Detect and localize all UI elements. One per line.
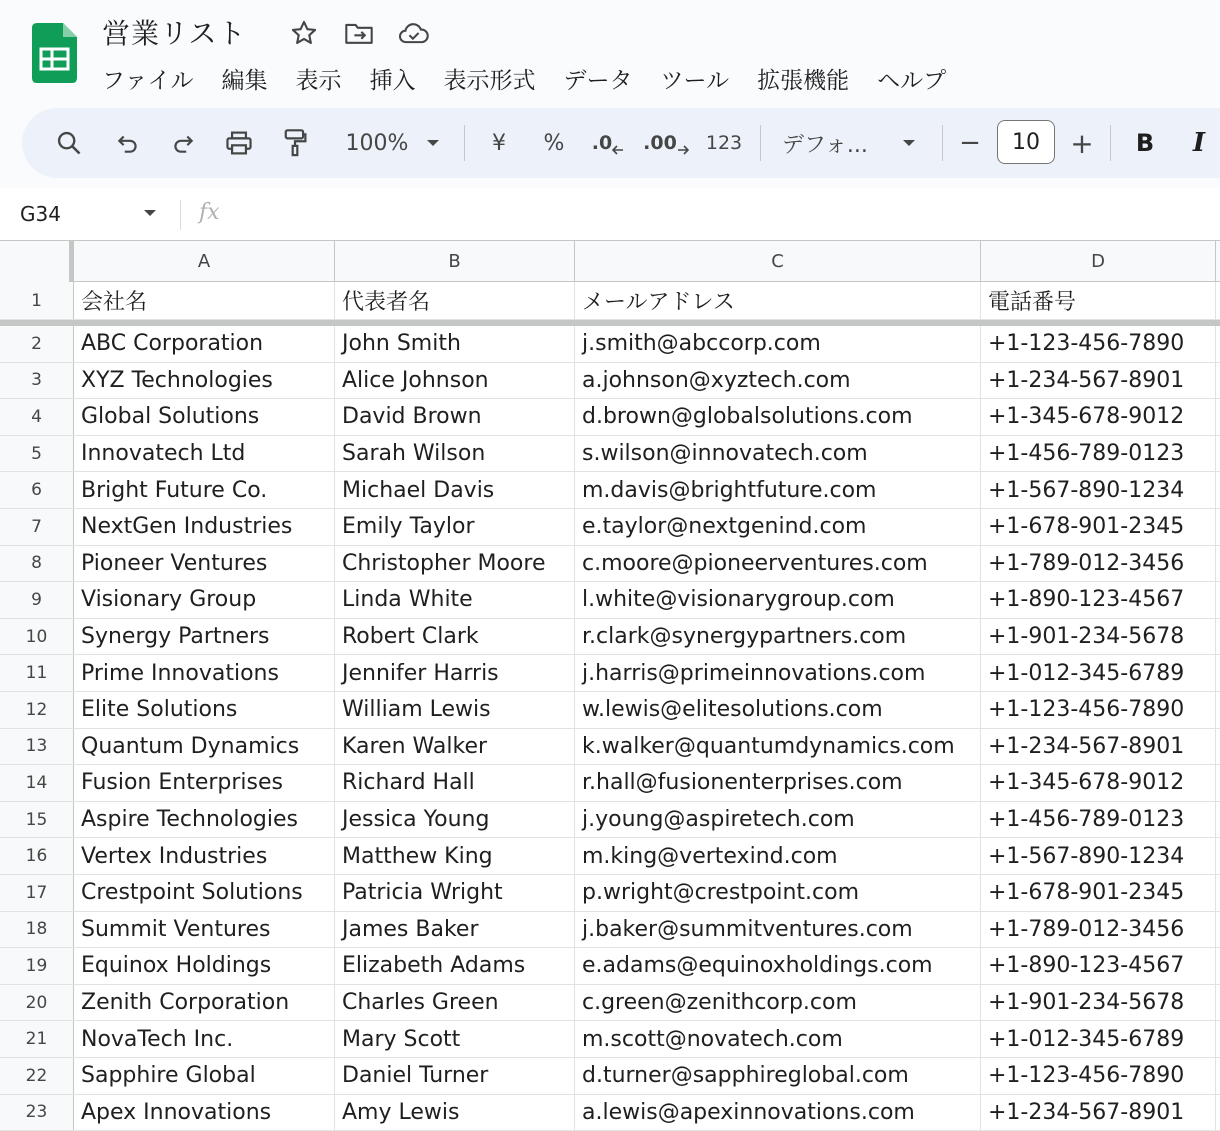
column-header-row: [0, 240, 1220, 282]
decrease-decimal-button[interactable]: .0: [588, 108, 628, 178]
cell-c16[interactable]: m.king@vertexind.com: [575, 838, 981, 874]
cell-b7[interactable]: Emily Taylor: [335, 509, 575, 545]
document-title[interactable]: 営業リスト: [102, 17, 247, 50]
cell-a6[interactable]: Bright Future Co.: [74, 472, 335, 508]
cell-b12[interactable]: William Lewis: [335, 692, 575, 728]
table-row: [0, 472, 1220, 509]
row-header[interactable]: 13: [0, 729, 74, 765]
cell-c7[interactable]: e.taylor@nextgenind.com: [575, 509, 981, 545]
table-row: [0, 582, 1220, 619]
zoom-value: 100%: [345, 130, 409, 156]
menu-extensions[interactable]: 拡張機能: [757, 68, 850, 94]
fx-icon: fx: [199, 200, 220, 225]
cell-b11[interactable]: Jennifer Harris: [335, 655, 575, 691]
row-header[interactable]: 11: [0, 655, 74, 691]
redo-icon[interactable]: [166, 108, 200, 178]
font-size-input[interactable]: 10: [997, 120, 1055, 164]
cell-c13[interactable]: k.walker@quantumdynamics.com: [575, 729, 981, 765]
cell-d10[interactable]: +1-901-234-5678: [981, 619, 1216, 655]
cell-c5[interactable]: s.wilson@innovatech.com: [575, 436, 981, 472]
row-header[interactable]: 16: [0, 838, 74, 874]
row-header[interactable]: 14: [0, 765, 74, 801]
cell-d4[interactable]: +1-345-678-9012: [981, 399, 1216, 435]
toolbar: [22, 108, 1220, 178]
table-row: [0, 363, 1220, 400]
arrow-right-icon: [677, 143, 689, 157]
menu-file[interactable]: ファイル: [102, 68, 194, 94]
cell-b19[interactable]: Elizabeth Adams: [335, 948, 575, 984]
cell-c21[interactable]: m.scott@novatech.com: [575, 1021, 981, 1057]
toolbar-divider: [942, 125, 943, 161]
cell-d21[interactable]: +1-012-345-6789: [981, 1021, 1216, 1057]
column-header-a[interactable]: A: [74, 241, 335, 282]
table-row: [0, 802, 1220, 839]
cell-c14[interactable]: r.hall@fusionenterprises.com: [575, 765, 981, 801]
menu-insert[interactable]: 挿入: [369, 68, 416, 94]
table-row: [0, 1095, 1220, 1131]
select-all-corner[interactable]: [0, 241, 74, 282]
table-row: [0, 436, 1220, 473]
cell-b6[interactable]: Michael Davis: [335, 472, 575, 508]
menu-format[interactable]: 表示形式: [443, 68, 536, 94]
row-header[interactable]: 15: [0, 802, 74, 838]
cell-d15[interactable]: +1-456-789-0123: [981, 802, 1216, 838]
chevron-down-icon[interactable]: [422, 108, 444, 178]
cell-c11[interactable]: j.harris@primeinnovations.com: [575, 655, 981, 691]
table-row: [0, 765, 1220, 802]
cell-c1[interactable]: メールアドレス: [575, 282, 981, 319]
cell-c3[interactable]: a.johnson@xyztech.com: [575, 363, 981, 399]
column-header-b[interactable]: B: [335, 241, 575, 282]
column-header-c[interactable]: C: [575, 241, 981, 282]
cell-a21[interactable]: NovaTech Inc.: [74, 1021, 335, 1057]
cell-a17[interactable]: Crestpoint Solutions: [74, 875, 335, 911]
cell-b23[interactable]: Amy Lewis: [335, 1095, 575, 1131]
cell-d2[interactable]: +1-123-456-7890: [981, 326, 1216, 362]
cell-d7[interactable]: +1-678-901-2345: [981, 509, 1216, 545]
cell-b2[interactable]: John Smith: [335, 326, 575, 362]
currency-format-button[interactable]: ¥: [492, 130, 506, 156]
row-header[interactable]: 21: [0, 1021, 74, 1057]
cell-a16[interactable]: Vertex Industries: [74, 838, 335, 874]
cell-c19[interactable]: e.adams@equinoxholdings.com: [575, 948, 981, 984]
menu-data[interactable]: データ: [563, 68, 633, 94]
decrease-font-size-button[interactable]: −: [959, 128, 981, 158]
arrow-left-icon: [612, 143, 624, 157]
cell-d13[interactable]: +1-234-567-8901: [981, 729, 1216, 765]
row-header[interactable]: 9: [0, 582, 74, 618]
cell-b10[interactable]: Robert Clark: [335, 619, 575, 655]
cell-b3[interactable]: Alice Johnson: [335, 363, 575, 399]
cell-d19[interactable]: +1-890-123-4567: [981, 948, 1216, 984]
cell-c6[interactable]: m.davis@brightfuture.com: [575, 472, 981, 508]
column-header-d[interactable]: D: [981, 241, 1216, 282]
cell-b1[interactable]: 代表者名: [335, 282, 575, 319]
table-row: [0, 655, 1220, 692]
cell-a9[interactable]: Visionary Group: [74, 582, 335, 618]
star-icon[interactable]: [288, 17, 320, 49]
cell-d12[interactable]: +1-123-456-7890: [981, 692, 1216, 728]
cell-c8[interactable]: c.moore@pioneerventures.com: [575, 546, 981, 582]
cell-d14[interactable]: +1-345-678-9012: [981, 765, 1216, 801]
app-header: [0, 0, 1220, 188]
cell-a12[interactable]: Elite Solutions: [74, 692, 335, 728]
table-row: [0, 546, 1220, 583]
cell-d18[interactable]: +1-789-012-3456: [981, 912, 1216, 948]
cell-a14[interactable]: Fusion Enterprises: [74, 765, 335, 801]
row-header[interactable]: 4: [0, 399, 74, 435]
table-header-row: [0, 282, 1220, 320]
increase-font-size-button[interactable]: +: [1070, 126, 1094, 160]
cell-a23[interactable]: Apex Innovations: [74, 1095, 335, 1131]
cell-d22[interactable]: +1-123-456-7890: [981, 1058, 1216, 1094]
row-header[interactable]: 2: [0, 326, 74, 362]
chevron-down-icon[interactable]: [143, 208, 157, 218]
cell-a22[interactable]: Sapphire Global: [74, 1058, 335, 1094]
row-header[interactable]: 3: [0, 363, 74, 399]
table-row: [0, 1058, 1220, 1095]
cell-b8[interactable]: Christopher Moore: [335, 546, 575, 582]
cell-d8[interactable]: +1-789-012-3456: [981, 546, 1216, 582]
toolbar-divider: [464, 125, 465, 161]
table-row: [0, 985, 1220, 1022]
zoom-select[interactable]: [332, 108, 422, 178]
cell-d17[interactable]: +1-678-901-2345: [981, 875, 1216, 911]
table-row: [0, 509, 1220, 546]
table-row: [0, 948, 1220, 985]
row-header[interactable]: 18: [0, 912, 74, 948]
menu-view[interactable]: 表示: [295, 68, 342, 94]
row-header[interactable]: 20: [0, 985, 74, 1021]
row-header[interactable]: 12: [0, 692, 74, 728]
menu-bar: [88, 58, 960, 98]
cell-b5[interactable]: Sarah Wilson: [335, 436, 575, 472]
table-row: [0, 692, 1220, 729]
cell-a1[interactable]: 会社名: [74, 282, 335, 319]
sheets-logo-icon[interactable]: [32, 23, 77, 83]
cell-b16[interactable]: Matthew King: [335, 838, 575, 874]
cell-d23[interactable]: +1-234-567-8901: [981, 1095, 1216, 1131]
cell-a15[interactable]: Aspire Technologies: [74, 802, 335, 838]
row-header[interactable]: 19: [0, 948, 74, 984]
menu-help[interactable]: ヘルプ: [877, 68, 947, 94]
cell-c4[interactable]: d.brown@globalsolutions.com: [575, 399, 981, 435]
cell-a19[interactable]: Equinox Holdings: [74, 948, 335, 984]
cell-c20[interactable]: c.green@zenithcorp.com: [575, 985, 981, 1021]
cell-a5[interactable]: Innovatech Ltd: [74, 436, 335, 472]
cell-b15[interactable]: Jessica Young: [335, 802, 575, 838]
undo-icon[interactable]: [111, 108, 145, 178]
table-row: [0, 399, 1220, 436]
formula-bar: [0, 188, 1220, 240]
number-format-button[interactable]: 123: [705, 132, 743, 154]
cell-d6[interactable]: +1-567-890-1234: [981, 472, 1216, 508]
cell-d1[interactable]: 電話番号: [981, 282, 1216, 319]
percent-format-button[interactable]: %: [543, 130, 565, 156]
cell-b22[interactable]: Daniel Turner: [335, 1058, 575, 1094]
name-box[interactable]: G34: [20, 202, 61, 226]
cell-c18[interactable]: j.baker@summitventures.com: [575, 912, 981, 948]
cell-b20[interactable]: Charles Green: [335, 985, 575, 1021]
chevron-down-icon[interactable]: [898, 108, 920, 178]
table-row: [0, 1021, 1220, 1058]
cell-d11[interactable]: +1-012-345-6789: [981, 655, 1216, 691]
row-header[interactable]: 17: [0, 875, 74, 911]
toolbar-divider: [1110, 125, 1111, 161]
cell-b14[interactable]: Richard Hall: [335, 765, 575, 801]
table-row: [0, 912, 1220, 949]
menu-tools[interactable]: ツール: [660, 68, 730, 94]
cell-d16[interactable]: +1-567-890-1234: [981, 838, 1216, 874]
row-header[interactable]: 8: [0, 546, 74, 582]
cell-b18[interactable]: James Baker: [335, 912, 575, 948]
cell-c22[interactable]: d.turner@sapphireglobal.com: [575, 1058, 981, 1094]
formula-bar-divider: [180, 200, 181, 230]
table-row: [0, 875, 1220, 912]
menu-edit[interactable]: 編集: [221, 68, 268, 94]
cell-a11[interactable]: Prime Innovations: [74, 655, 335, 691]
cell-d3[interactable]: +1-234-567-8901: [981, 363, 1216, 399]
cell-a8[interactable]: Pioneer Ventures: [74, 546, 335, 582]
table-row: [0, 838, 1220, 875]
cell-c10[interactable]: r.clark@synergypartners.com: [575, 619, 981, 655]
row-header[interactable]: 22: [0, 1058, 74, 1094]
cell-c23[interactable]: a.lewis@apexinnovations.com: [575, 1095, 981, 1131]
cell-a10[interactable]: Synergy Partners: [74, 619, 335, 655]
row-header[interactable]: 5: [0, 436, 74, 472]
table-row: [0, 729, 1220, 766]
move-to-folder-icon[interactable]: [343, 17, 375, 49]
cell-c2[interactable]: j.smith@abccorp.com: [575, 326, 981, 362]
cell-a20[interactable]: Zenith Corporation: [74, 985, 335, 1021]
cell-d5[interactable]: +1-456-789-0123: [981, 436, 1216, 472]
cell-a4[interactable]: Global Solutions: [74, 399, 335, 435]
cell-a2[interactable]: ABC Corporation: [74, 326, 335, 362]
cell-a18[interactable]: Summit Ventures: [74, 912, 335, 948]
cell-a7[interactable]: NextGen Industries: [74, 509, 335, 545]
cell-c17[interactable]: p.wright@crestpoint.com: [575, 875, 981, 911]
increase-decimal-button[interactable]: .00: [642, 108, 690, 178]
cell-a13[interactable]: Quantum Dynamics: [74, 729, 335, 765]
cell-b17[interactable]: Patricia Wright: [335, 875, 575, 911]
table-row: [0, 326, 1220, 363]
toolbar-divider: [760, 125, 761, 161]
row-header[interactable]: 6: [0, 472, 74, 508]
paint-format-icon[interactable]: [278, 108, 312, 178]
cell-b4[interactable]: David Brown: [335, 399, 575, 435]
table-row: [0, 619, 1220, 656]
cell-b21[interactable]: Mary Scott: [335, 1021, 575, 1057]
cell-c15[interactable]: j.young@aspiretech.com: [575, 802, 981, 838]
cell-d9[interactable]: +1-890-123-4567: [981, 582, 1216, 618]
row-header[interactable]: 23: [0, 1095, 74, 1131]
cell-c12[interactable]: w.lewis@elitesolutions.com: [575, 692, 981, 728]
print-icon[interactable]: [222, 108, 256, 178]
row-header[interactable]: 10: [0, 619, 74, 655]
search-icon[interactable]: [52, 108, 86, 178]
cell-b9[interactable]: Linda White: [335, 582, 575, 618]
formula-input[interactable]: [240, 200, 1200, 230]
bold-button[interactable]: B: [1135, 129, 1155, 157]
cell-d20[interactable]: +1-901-234-5678: [981, 985, 1216, 1021]
cloud-saved-icon[interactable]: [398, 17, 430, 49]
italic-button[interactable]: I: [1192, 128, 1206, 158]
row-header[interactable]: 1: [0, 282, 74, 319]
cell-b13[interactable]: Karen Walker: [335, 729, 575, 765]
cell-a3[interactable]: XYZ Technologies: [74, 363, 335, 399]
font-family-select[interactable]: デフォ...: [782, 132, 868, 158]
cell-c9[interactable]: l.white@visionarygroup.com: [575, 582, 981, 618]
row-header[interactable]: 7: [0, 509, 74, 545]
